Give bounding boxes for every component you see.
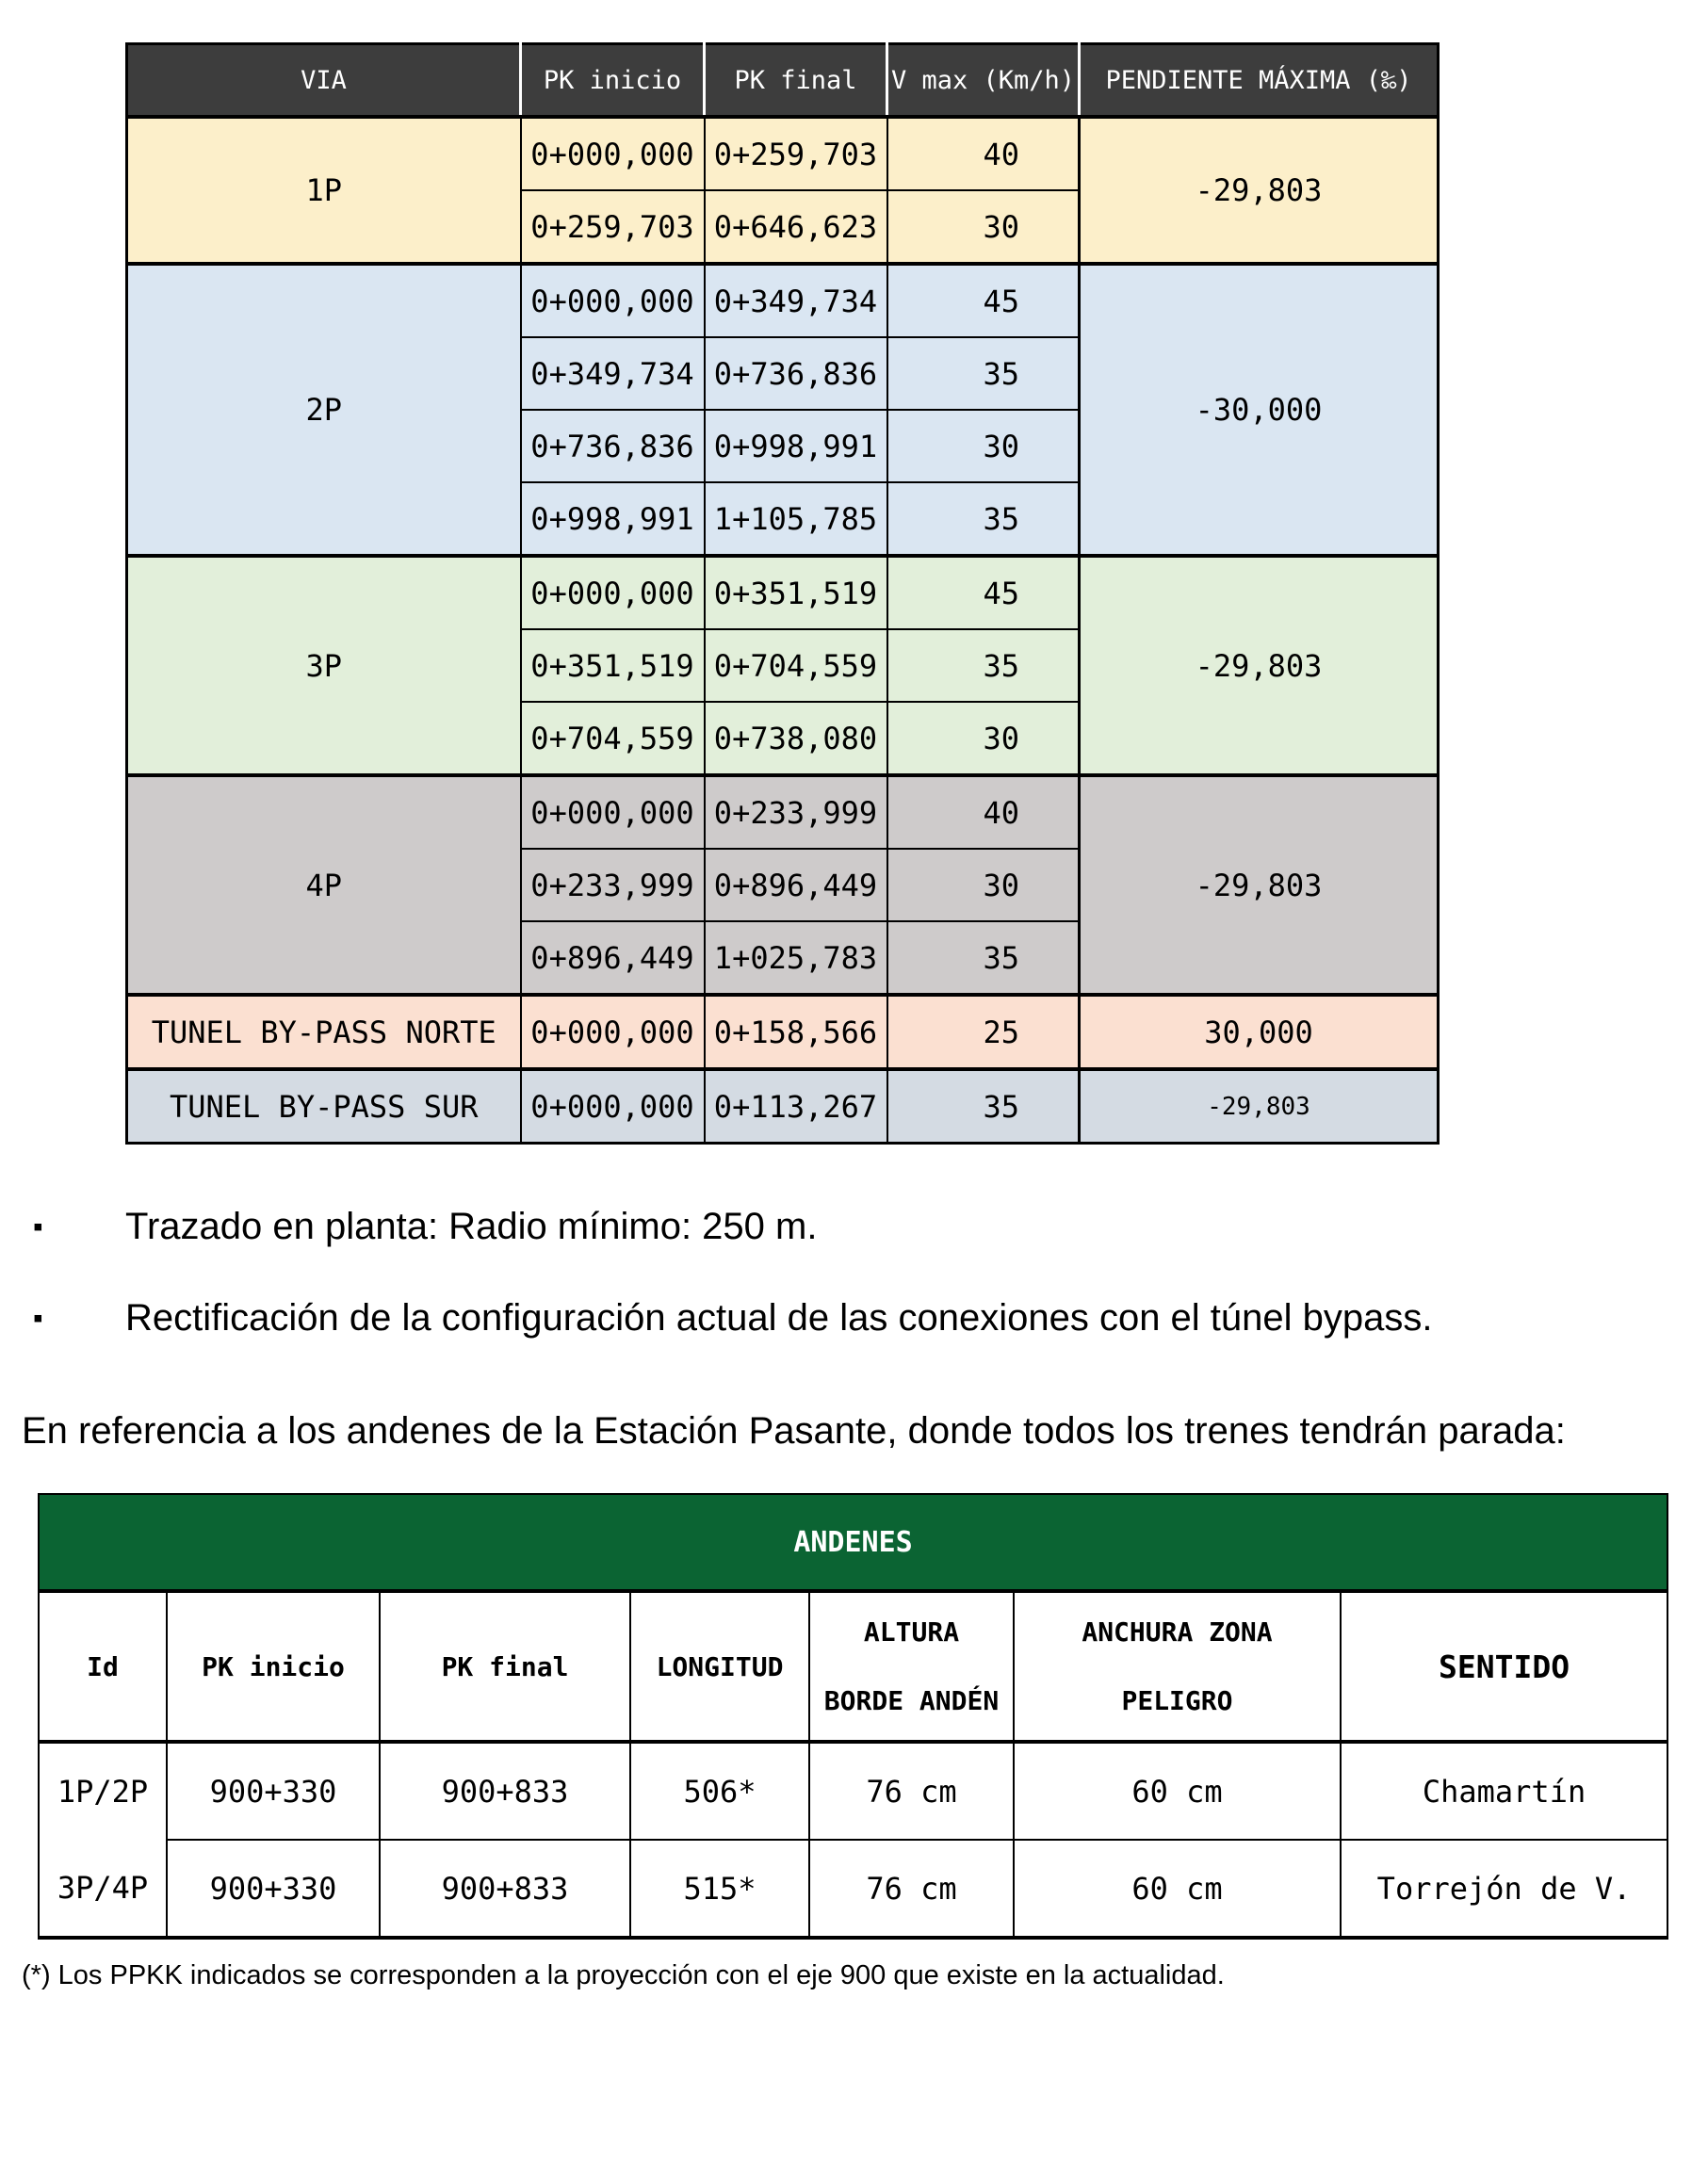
vmax-cell: 30 xyxy=(887,702,1080,775)
pk-inicio-cell: 900+330 xyxy=(167,1840,380,1938)
col-header-vmax: V max (Km/h) xyxy=(887,44,1080,118)
pk-final-cell: 0+349,734 xyxy=(705,264,887,337)
header-label: SENTIDO xyxy=(1438,1648,1570,1685)
via-speed-table xyxy=(125,42,1440,1145)
table-row xyxy=(127,775,1439,849)
header-label: LONGITUD xyxy=(656,1650,784,1682)
pk-inicio-cell: 0+704,559 xyxy=(521,702,705,775)
pk-final-cell: 0+351,519 xyxy=(705,556,887,629)
sentido-cell: Torrejón de V. xyxy=(1341,1840,1667,1938)
altura-cell: 76 cm xyxy=(809,1742,1014,1840)
pk-final-cell: 1+105,785 xyxy=(705,482,887,556)
pk-final-cell: 1+025,783 xyxy=(705,921,887,995)
vmax-cell: 35 xyxy=(887,482,1080,556)
vmax-cell: 25 xyxy=(887,995,1080,1069)
pk-final-cell: 0+736,836 xyxy=(705,337,887,410)
vmax-cell: 35 xyxy=(887,921,1080,995)
paragraph-andenes-intro: En referencia a los andenes de la Estación Pasante, donde todos los trenes tendrán parada: xyxy=(22,1410,1566,1452)
pk-final-cell: 0+259,703 xyxy=(705,117,887,190)
col-header-pendiente: PENDIENTE MÁXIMA (‰) xyxy=(1080,44,1439,118)
pk-final-cell: 900+833 xyxy=(380,1840,630,1938)
pendiente-cell-2p: -30,000 xyxy=(1080,264,1439,556)
pendiente-cell-1p: -29,803 xyxy=(1080,117,1439,264)
vmax-cell: 45 xyxy=(887,556,1080,629)
col-header-longitud xyxy=(630,1591,809,1742)
col-header-pk-inicio: PK inicio xyxy=(521,44,705,118)
table-row xyxy=(39,1742,1667,1840)
pk-final-cell: 0+998,991 xyxy=(705,410,887,482)
via-cell-1p: 1P xyxy=(127,117,521,264)
via-cell-tunel-norte: TUNEL BY-PASS NORTE xyxy=(127,995,521,1069)
pk-inicio-cell: 0+000,000 xyxy=(521,264,705,337)
pendiente-cell-tunel-sur: -29,803 xyxy=(1080,1069,1439,1144)
pk-final-cell: 0+113,267 xyxy=(705,1069,887,1144)
pk-inicio-cell: 0+998,991 xyxy=(521,482,705,556)
pendiente-cell-tunel-norte: 30,000 xyxy=(1080,995,1439,1069)
id-cell: 1P/2P xyxy=(39,1742,167,1840)
list-item xyxy=(22,1192,1569,1262)
pk-final-cell: 900+833 xyxy=(380,1742,630,1840)
body-text xyxy=(0,1192,1569,1467)
pk-inicio-cell: 0+259,703 xyxy=(521,190,705,264)
header-label: ALTURA xyxy=(863,1616,960,1648)
longitud-cell: 506* xyxy=(630,1742,809,1840)
sentido-cell: Chamartín xyxy=(1341,1742,1667,1840)
andenes-table xyxy=(38,1493,1668,1940)
pk-inicio-cell: 0+736,836 xyxy=(521,410,705,482)
col-header-pk-final: PK final xyxy=(705,44,887,118)
pendiente-cell-3p: -29,803 xyxy=(1080,556,1439,775)
header-label: BORDE ANDÉN xyxy=(823,1685,1000,1716)
col-header-anchura-zona-peligro xyxy=(1014,1591,1341,1742)
pk-final-cell: 0+646,623 xyxy=(705,190,887,264)
col-header-altura-borde-anden xyxy=(809,1591,1014,1742)
bullet-text-rectificacion: Rectificación de la configuración actual de las conexiones con el túnel bypass. xyxy=(125,1297,1433,1339)
footnote-text: (*) Los PPKK indicados se corresponden a la proyección con el eje 900 que existe en la actualidad. xyxy=(22,1960,1225,1990)
id-cell: 3P/4P xyxy=(39,1840,167,1938)
bullet-list xyxy=(22,1192,1569,1354)
via-table-header-row xyxy=(127,44,1439,118)
pk-inicio-cell: 0+000,000 xyxy=(521,995,705,1069)
table-row xyxy=(127,264,1439,337)
pk-inicio-cell: 0+000,000 xyxy=(521,1069,705,1144)
pk-final-cell: 0+896,449 xyxy=(705,849,887,921)
pk-inicio-cell: 0+000,000 xyxy=(521,556,705,629)
vmax-cell: 30 xyxy=(887,849,1080,921)
via-cell-3p: 3P xyxy=(127,556,521,775)
header-label: PK final xyxy=(441,1650,569,1682)
col-header-id xyxy=(39,1591,167,1742)
via-cell-2p: 2P xyxy=(127,264,521,556)
table-row xyxy=(127,1069,1439,1144)
col-header-sentido xyxy=(1341,1591,1667,1742)
vmax-cell: 40 xyxy=(887,117,1080,190)
table-row xyxy=(127,995,1439,1069)
pk-inicio-cell: 0+233,999 xyxy=(521,849,705,921)
pk-final-cell: 0+158,566 xyxy=(705,995,887,1069)
vmax-cell: 35 xyxy=(887,337,1080,410)
vmax-cell: 40 xyxy=(887,775,1080,849)
square-bullet-icon: ▪ xyxy=(33,1211,43,1242)
header-label: PK inicio xyxy=(202,1650,345,1682)
header-label: Id xyxy=(87,1650,119,1682)
anchura-cell: 60 cm xyxy=(1014,1840,1341,1938)
andenes-title-row xyxy=(39,1494,1667,1591)
pk-inicio-cell: 900+330 xyxy=(167,1742,380,1840)
anchura-cell: 60 cm xyxy=(1014,1742,1341,1840)
header-label: ANCHURA ZONA xyxy=(1082,1616,1273,1648)
pk-inicio-cell: 0+896,449 xyxy=(521,921,705,995)
pk-inicio-cell: 0+349,734 xyxy=(521,337,705,410)
col-header-via: VIA xyxy=(127,44,521,118)
pk-final-cell: 0+738,080 xyxy=(705,702,887,775)
via-cell-4p: 4P xyxy=(127,775,521,995)
vmax-cell: 30 xyxy=(887,410,1080,482)
pk-inicio-cell: 0+000,000 xyxy=(521,117,705,190)
pk-inicio-cell: 0+351,519 xyxy=(521,629,705,702)
vmax-cell: 35 xyxy=(887,1069,1080,1144)
list-item xyxy=(22,1283,1569,1354)
vmax-cell: 30 xyxy=(887,190,1080,264)
header-label: PELIGRO xyxy=(1121,1685,1233,1716)
table-row xyxy=(39,1840,1667,1938)
pk-inicio-cell: 0+000,000 xyxy=(521,775,705,849)
andenes-header-row xyxy=(39,1591,1667,1742)
col-header-pk-final xyxy=(380,1591,630,1742)
square-bullet-icon: ▪ xyxy=(33,1303,43,1334)
table-row xyxy=(127,556,1439,629)
vmax-cell: 45 xyxy=(887,264,1080,337)
via-cell-tunel-sur: TUNEL BY-PASS SUR xyxy=(127,1069,521,1144)
table-row xyxy=(127,117,1439,190)
longitud-cell: 515* xyxy=(630,1840,809,1938)
pendiente-cell-4p: -29,803 xyxy=(1080,775,1439,995)
bullet-text-trazado: Trazado en planta: Radio mínimo: 250 m. xyxy=(125,1206,818,1247)
pk-final-cell: 0+233,999 xyxy=(705,775,887,849)
altura-cell: 76 cm xyxy=(809,1840,1014,1938)
pk-final-cell: 0+704,559 xyxy=(705,629,887,702)
vmax-cell: 35 xyxy=(887,629,1080,702)
col-header-pk-inicio xyxy=(167,1591,380,1742)
andenes-table-title: ANDENES xyxy=(39,1494,1667,1591)
